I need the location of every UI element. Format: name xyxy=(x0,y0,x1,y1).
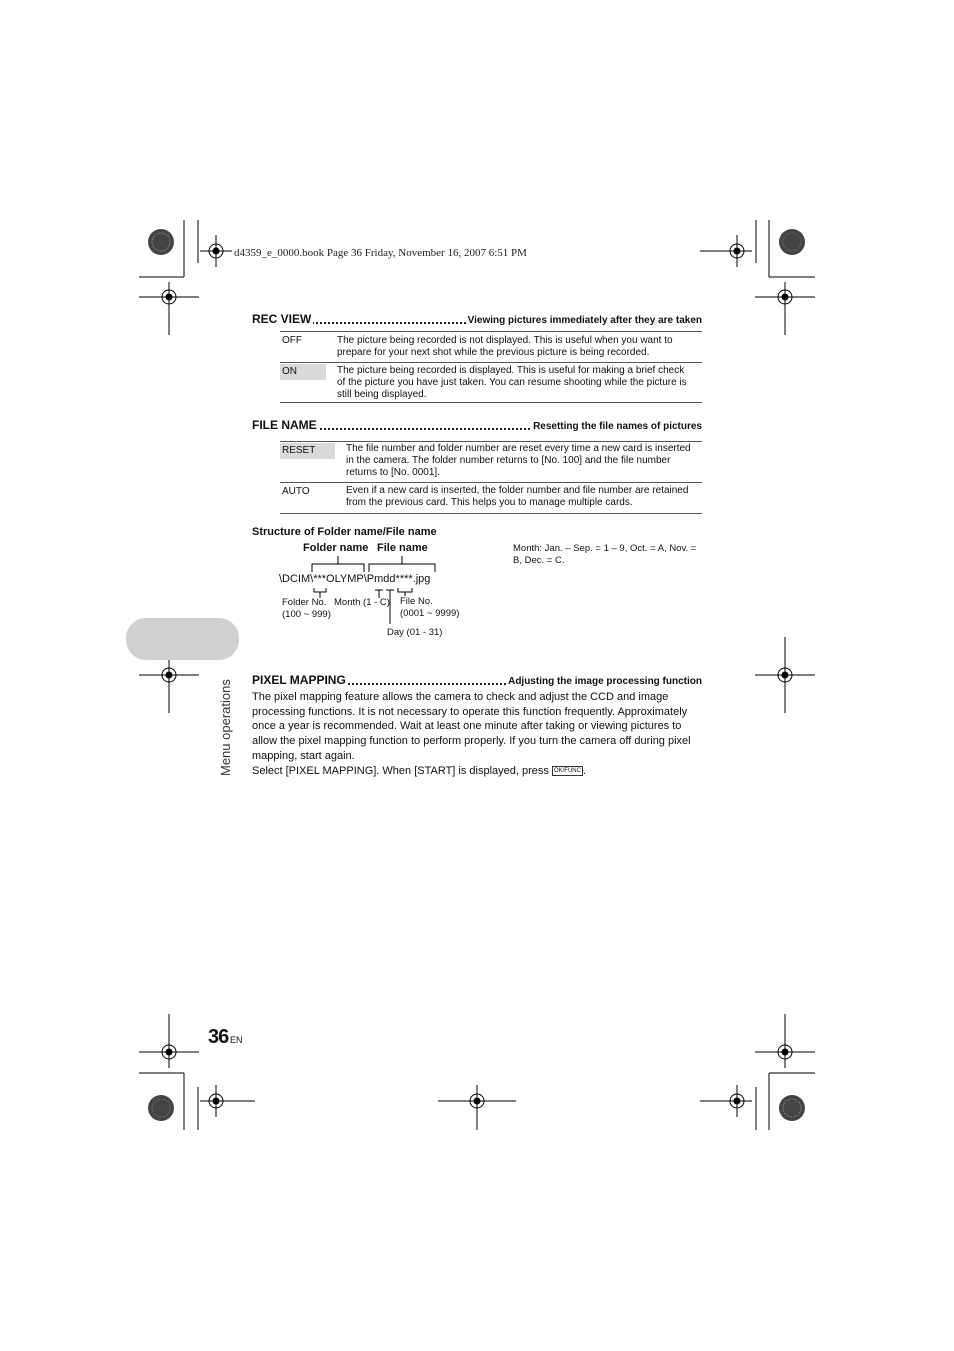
select-instruction xyxy=(252,764,704,779)
desc-line: returns to [No. 0001]. xyxy=(346,467,440,478)
option-on: ON xyxy=(280,364,326,380)
desc-line: The file number and folder number are reset every time a new card is inserted xyxy=(346,443,691,454)
file-header: d4359_e_0000.book Page 36 Friday, November 16, 2007 6:51 PM xyxy=(234,247,527,259)
pixel-mapping-body xyxy=(252,690,704,778)
folder-no-line: Folder No. xyxy=(282,597,327,608)
page-number: 36 xyxy=(208,1026,229,1048)
file-name-title: FILE NAME xyxy=(252,418,317,432)
desc-line: prepare for your next shot while the previous picture is being recorded. xyxy=(337,347,650,358)
desc-line: in the camera. The folder number returns to [No. 100] and the file number xyxy=(346,455,671,466)
ok-func-key-icon: OK/FUNC xyxy=(553,767,581,774)
folder-name-label: Folder name xyxy=(303,542,369,554)
desc-line: The picture being recorded is not displayed. This is useful when you want to xyxy=(337,335,673,346)
pixel-mapping-title: PIXEL MAPPING xyxy=(252,673,346,687)
desc-line: The picture being recorded is displayed. This is useful for making a brief check xyxy=(337,365,685,376)
rec-view-subtitle: Viewing pictures immediately after they are taken xyxy=(467,315,702,326)
option-off: OFF xyxy=(282,335,302,346)
file-name-subtitle: Resetting the file names of pictures xyxy=(533,421,702,432)
rec-view-title: REC VIEW xyxy=(252,312,312,326)
folder-path: \DCIM\***OLYMP\Pmdd****.jpg xyxy=(279,573,431,585)
desc-line: of the picture you have just taken. You can resume shooting while the picture is xyxy=(337,377,687,388)
month-note-line: Month: Jan. – Sep. = 1 – 9, Oct. = A, Nov. = xyxy=(513,543,697,554)
folder-no-range: (100 ~ 999) xyxy=(282,608,331,620)
file-no-line: File No. xyxy=(400,596,433,607)
side-tab-label: Menu operations xyxy=(218,679,233,776)
desc-line: from the previous card. This helps you to manage multiple cards. xyxy=(346,497,633,508)
page-language: EN xyxy=(230,1035,243,1045)
pixel-mapping-subtitle: Adjusting the image processing function xyxy=(508,676,702,687)
file-no-label xyxy=(400,596,459,619)
body-line: once a year is recommended. Wait at least one minute after taking or viewing pictures to xyxy=(252,720,682,733)
select-text: Select [PIXEL MAPPING]. When [START] is displayed, press xyxy=(252,764,549,777)
pixel-mapping-heading xyxy=(252,671,702,687)
month-label: Month (1 - C) xyxy=(334,597,390,608)
structure-heading: Structure of Folder name/File name xyxy=(252,526,437,538)
body-line: processing functions. It is not necessary to operate this function frequently. Approximately xyxy=(252,705,688,718)
body-line: allow the pixel mapping function to perform properly. If you turn the camera off during pixel xyxy=(252,735,691,748)
file-no-range: (0001 ~ 9999) xyxy=(400,607,460,619)
body-line: The pixel mapping feature allows the camera to check and adjust the CCD and image xyxy=(252,691,669,703)
select-end: . xyxy=(582,764,587,777)
month-note-line: B, Dec. = C. xyxy=(513,554,565,566)
option-auto: AUTO xyxy=(282,486,310,497)
desc-line: still being displayed. xyxy=(337,389,427,400)
month-note xyxy=(513,543,708,566)
body-line: mapping, start again. xyxy=(252,749,355,762)
chapter-tab xyxy=(126,618,239,660)
folder-no-label xyxy=(282,597,331,620)
desc-line: Even if a new card is inserted, the folder number and file number are retained xyxy=(346,485,689,496)
file-name-label: File name xyxy=(377,542,428,554)
option-reset: RESET xyxy=(280,443,335,459)
day-label: Day (01 - 31) xyxy=(387,627,443,638)
